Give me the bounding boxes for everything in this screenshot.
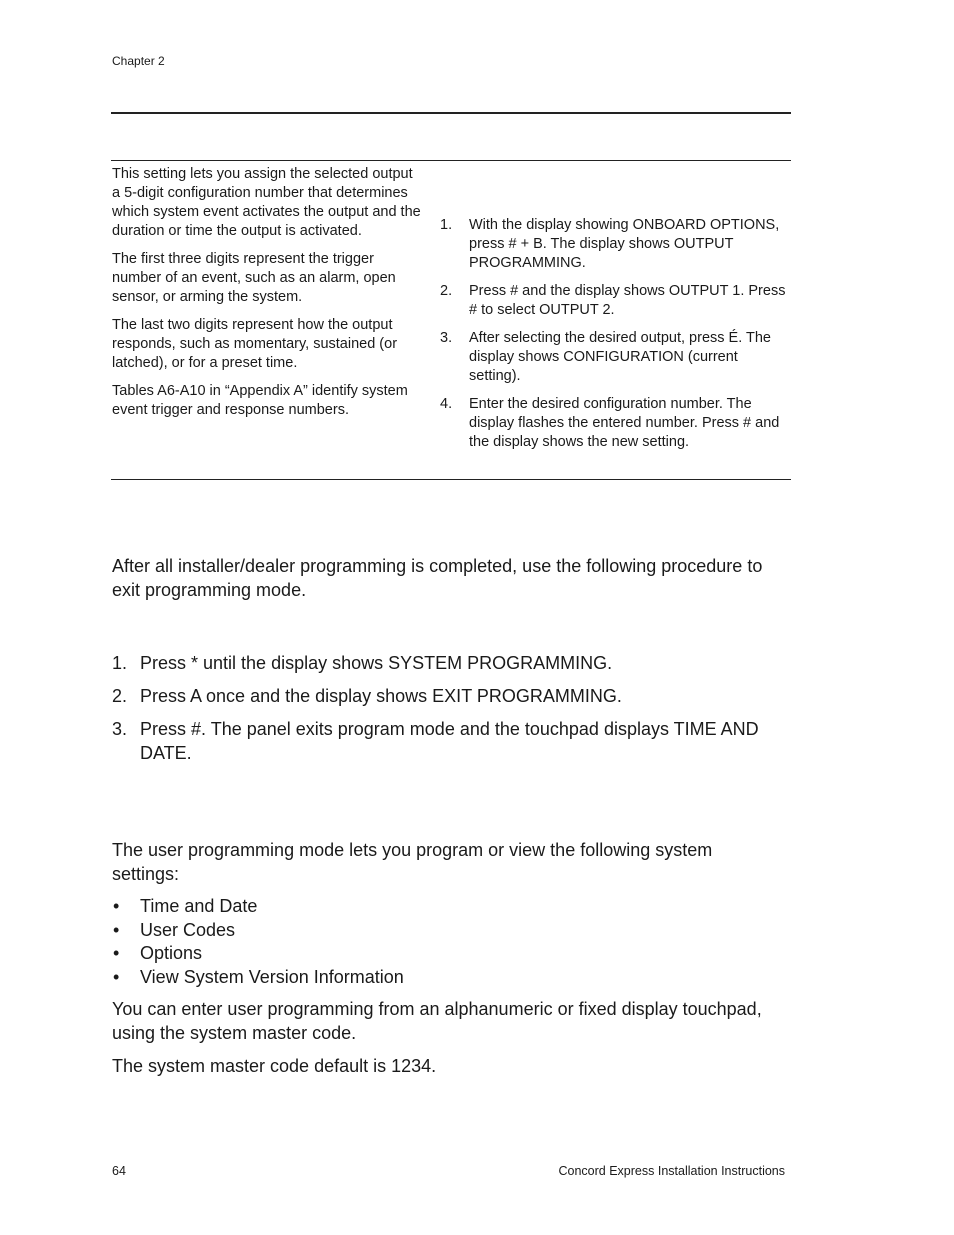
chapter-header: Chapter 2 bbox=[112, 54, 165, 68]
list-item: • User Codes bbox=[113, 919, 236, 940]
description-paragraph: The first three digits represent the trigger number of an event, such as an alarm, open sensor, or arming the system. bbox=[112, 251, 396, 305]
exit-step: 2. Press A once and the display shows EXIT PROGRAMMING. bbox=[112, 686, 622, 706]
table-bottom-divider bbox=[111, 479, 791, 480]
exit-step: 3. Press #. The panel exits program mode and the touchpad displays TIME AND DATE. bbox=[112, 719, 759, 763]
description-paragraph: The last two digits represent how the output responds, such as momentary, sustained (or latched), or for a preset time. bbox=[112, 317, 398, 371]
description-paragraph: Tables A6-A10 in “Appendix A” identify system event trigger and response numbers. bbox=[112, 383, 408, 418]
master-code-default-text: The system master code default is 1234. bbox=[112, 1056, 437, 1076]
user-settings-list bbox=[112, 895, 712, 989]
document-title: Concord Express Installation Instructions bbox=[558, 1164, 785, 1178]
page-number: 64 bbox=[112, 1164, 126, 1178]
config-step: 1. With the display showing ONBOARD OPTIONS, press # + B. The display shows OUTPUT PROGRAMMING. bbox=[440, 217, 780, 271]
config-step: 3. After selecting the desired output, press É. The display shows CONFIGURATION (current setting). bbox=[440, 330, 771, 384]
user-intro: The user programming mode lets you program or view the following system settings: bbox=[112, 840, 713, 884]
exit-step: 1. Press * until the display shows SYSTEM PROGRAMMING. bbox=[112, 653, 613, 673]
table-top-divider bbox=[111, 160, 791, 161]
exit-steps bbox=[112, 652, 792, 775]
config-description bbox=[112, 165, 424, 429]
config-step: 4. Enter the desired configuration number. The display flashes the entered number. Press # and the display shows the new setting. bbox=[440, 396, 780, 450]
list-item: • Options bbox=[113, 943, 203, 963]
description-paragraph: This setting lets you assign the selected output a 5-digit configuration number that determines which system event activates the output and the duration or time the output is activated. bbox=[112, 166, 421, 239]
list-item: • Time and Date bbox=[113, 896, 258, 916]
header-divider bbox=[111, 112, 791, 114]
config-step: 2. Press # and the display shows OUTPUT 1. Press # to select OUTPUT 2. bbox=[440, 283, 786, 318]
exit-intro: After all installer/dealer programming is completed, use the following procedure to exit programming mode. bbox=[112, 556, 763, 600]
list-item: • View System Version Information bbox=[113, 966, 404, 987]
user-entry-text: You can enter user programming from an alphanumeric or fixed display touchpad, using the system master code. bbox=[112, 999, 762, 1043]
config-steps bbox=[440, 216, 792, 461]
